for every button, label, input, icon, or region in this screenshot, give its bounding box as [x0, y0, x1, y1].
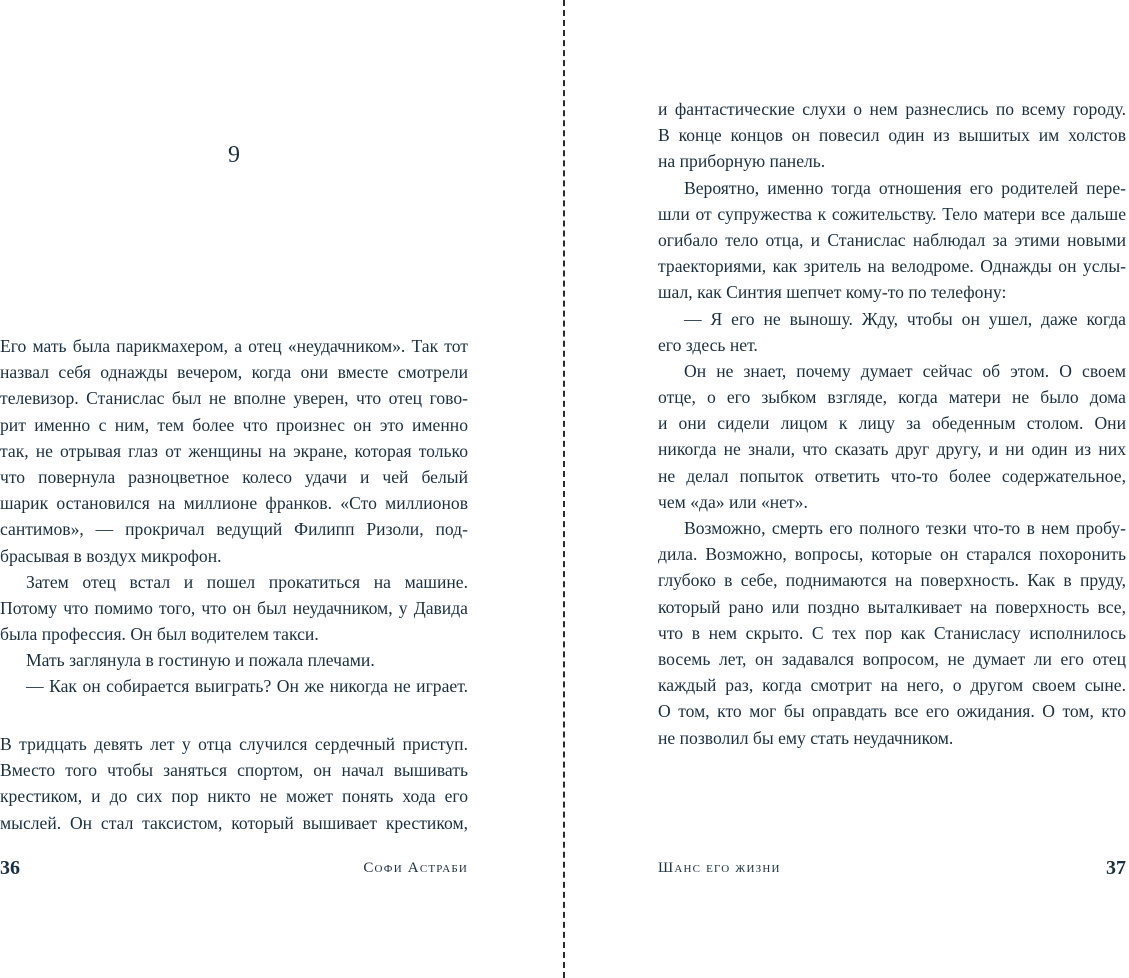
- text-line: не позволил бы ему стать неудачником.: [658, 727, 954, 748]
- text-line: Возможно, смерть его полного тезки что-то в нем пробу-: [684, 518, 1126, 538]
- running-head-author: Софи Астраби: [363, 860, 468, 876]
- text-line: который рано или поздно выталкивает на поверхность все,: [658, 596, 1126, 617]
- text-line: не делал попыток ответить что-то более содержательное,: [658, 465, 1126, 486]
- text-line: дила. Возможно, вопросы, которые он старался похоронить: [658, 544, 1126, 565]
- text-line: что в нем скрыто. С тех пор как Станисласу исполнилось: [658, 622, 1126, 643]
- text-line: и они сидели лицом к лицу за обеденным столом. Они: [658, 413, 1126, 434]
- right-text-block: [658, 96, 1126, 751]
- text-line: крестиком, и до сих пор никто не может понять хода его: [0, 786, 468, 807]
- text-line: что повернула разноцветное колесо удачи и чей белый: [0, 466, 468, 487]
- text-line: телевизор. Станислас был не вполне уверен, что отец гово-: [0, 388, 468, 409]
- text-line: — Я его не выношу. Жду, чтобы он ушел, даже когда: [684, 308, 1126, 329]
- text-line: его здесь нет.: [658, 334, 758, 355]
- text-line: восемь лет, он задавался вопросом, не думает ли его отец: [658, 648, 1126, 669]
- left-page: [0, 0, 468, 978]
- text-line: Затем отец встал и пошел прокатиться на машине.: [26, 571, 468, 592]
- page-number-right: 37: [1106, 857, 1126, 879]
- text-line: В конце концов он повесил один из вышитых им холстов: [658, 125, 1126, 146]
- text-line: сантимов», — прокричал ведущий Филипп Ризоли, под-: [0, 519, 468, 540]
- text-line: В тридцать девять лет у отца случился сердечный приступ.: [0, 734, 468, 754]
- chapter-number: 9: [228, 142, 240, 168]
- text-line: Вместо того чтобы заняться спортом, он начал вышивать: [0, 760, 468, 781]
- page-number-left: 36: [0, 857, 20, 879]
- text-line: О том, кто мог бы оправдать все его ожидания. О том, кто: [658, 701, 1126, 722]
- text-line: отце, о его зыбком взгляде, когда матери не было дома: [658, 387, 1126, 408]
- text-line: каждый раз, когда смотрит на него, о другом своем сыне.: [658, 675, 1126, 696]
- text-line: Потому что помимо того, что он был неудачником, у Давида: [0, 597, 468, 618]
- text-line: была профессия. Он был водителем такси.: [0, 624, 319, 645]
- text-line: никогда не знали, что сказать друг другу, и ни один из них: [658, 439, 1126, 460]
- text-line: Он не знает, почему думает сейчас об этом. О своем: [684, 360, 1126, 381]
- right-page: [658, 0, 1126, 978]
- text-line: — Как он собирается выиграть? Он же никогда не играет.: [26, 676, 468, 697]
- text-line: мыслей. Он стал таксистом, который вышивает крестиком,: [0, 812, 468, 833]
- text-line: глубоко в себе, поднимаются на поверхность. Как в пруду,: [658, 570, 1126, 591]
- running-head-title: Шанс его жизни: [658, 860, 781, 876]
- page-gutter-dashed-line: [563, 0, 565, 978]
- text-line: так, не отрывая глаз от женщины на экране, которая только: [0, 440, 468, 461]
- text-line: шарик остановился на миллионе франков. «Сто миллионов: [0, 493, 468, 514]
- left-text-block-2: [0, 731, 468, 836]
- text-line: чем «да» или «нет».: [658, 491, 808, 512]
- text-line: Его мать была парикмахером, а отец «неудачником». Так тот: [0, 336, 468, 356]
- left-text-block-1: [0, 333, 468, 700]
- text-line: шал, как Синтия шепчет кому-то по телефону:: [658, 282, 1007, 303]
- text-line: траекториями, как зритель на велодроме. Однажды он услы-: [658, 256, 1126, 277]
- text-line: Вероятно, именно тогда отношения его родителей пере-: [684, 177, 1126, 198]
- text-line: назвал себя однажды вечером, когда они вместе смотрели: [0, 362, 468, 383]
- text-line: огибало тело отца, и Станислас наблюдал за этими новыми: [658, 229, 1126, 250]
- text-line: шли от супружества к сожительству. Тело матери все дальше: [658, 203, 1126, 224]
- text-line: на приборную панель.: [658, 151, 826, 172]
- text-line: брасывая в воздух микрофон.: [0, 545, 222, 566]
- text-line: рит именно с ним, тем более что произнес он это именно: [0, 414, 468, 435]
- text-line: и фантастические слухи о нем разнеслись по всему городу.: [658, 99, 1126, 119]
- text-line: Мать заглянула в гостиную и пожала плечами.: [26, 650, 375, 671]
